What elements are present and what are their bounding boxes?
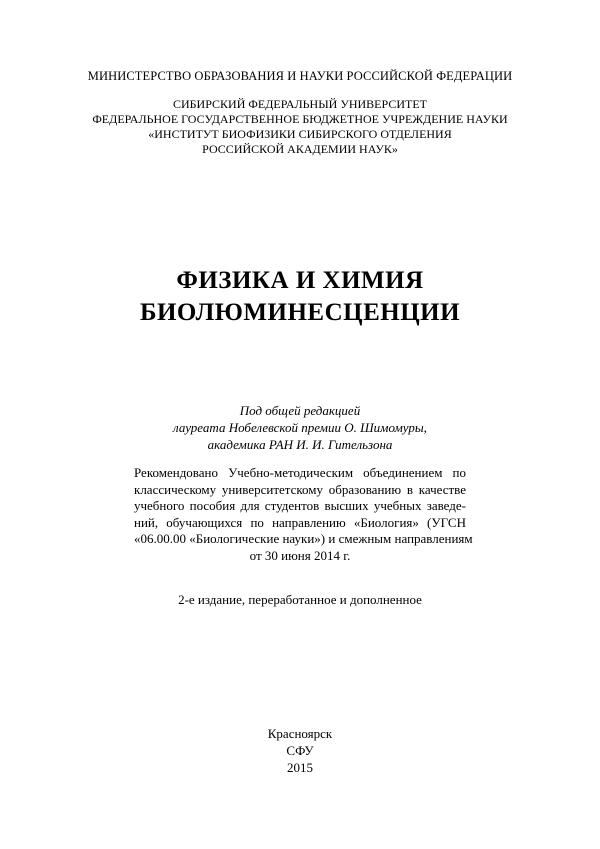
edition-note — [0, 591, 600, 608]
university-line-3: «ИНСТИТУТ БИОФИЗИКИ СИБИРСКОГО ОТДЕЛЕНИЯ — [148, 127, 452, 141]
book-title — [0, 265, 600, 329]
imprint-publisher: СФУ — [286, 743, 314, 758]
university-line-1: СИБИРСКИЙ ФЕДЕРАЛЬНЫЙ УНИВЕРСИТЕТ — [173, 97, 427, 111]
university-block — [0, 97, 600, 157]
book-title-line-1: ФИЗИКА И ХИМИЯ — [176, 267, 424, 294]
recommendation-line-5: «06.00.00 «Биологические науки») и смежным направлениям — [134, 531, 473, 546]
recommendation-line-3: учебного пособия для студентов высших учебных заведе- — [134, 498, 466, 513]
ministry-heading — [0, 68, 600, 84]
editors-line-1: Под общей редакцией — [239, 403, 361, 418]
university-line-4: РОССИЙСКОЙ АКАДЕМИИ НАУК» — [202, 142, 398, 156]
editors-line-2: лауреата Нобелевской премии О. Шимомуры, — [173, 420, 427, 435]
book-title-line-2: БИОЛЮМИНЕСЦЕНЦИИ — [139, 299, 461, 326]
imprint-block — [0, 725, 600, 776]
recommendation-line-2: классическому университетскому образованию в качестве — [134, 481, 466, 497]
recommendation-line-4: ний, обучающихся по направлению «Биология» (УГСН — [134, 514, 466, 530]
university-line-2: ФЕДЕРАЛЬНОЕ ГОСУДАРСТВЕННОЕ БЮДЖЕТНОЕ УЧРЕЖДЕНИЕ НАУКИ — [92, 112, 508, 126]
editors-line-3: академика РАН И. И. Гительзона — [207, 437, 393, 452]
recommendation-line-1: Рекомендовано Учебно-методическим объединением по — [134, 465, 466, 480]
recommendation-paragraph — [134, 465, 473, 564]
imprint-year: 2015 — [287, 760, 313, 775]
edition-text: 2-е издание, переработанное и дополненное — [178, 592, 422, 607]
recommendation-line-6: от 30 июня 2014 г. — [249, 547, 351, 563]
ministry-line: МИНИСТЕРСТВО ОБРАЗОВАНИЯ И НАУКИ РОССИЙСКОЙ ФЕДЕРАЦИИ — [87, 69, 513, 83]
imprint-city: Красноярск — [267, 726, 333, 741]
editors-block — [0, 402, 600, 453]
